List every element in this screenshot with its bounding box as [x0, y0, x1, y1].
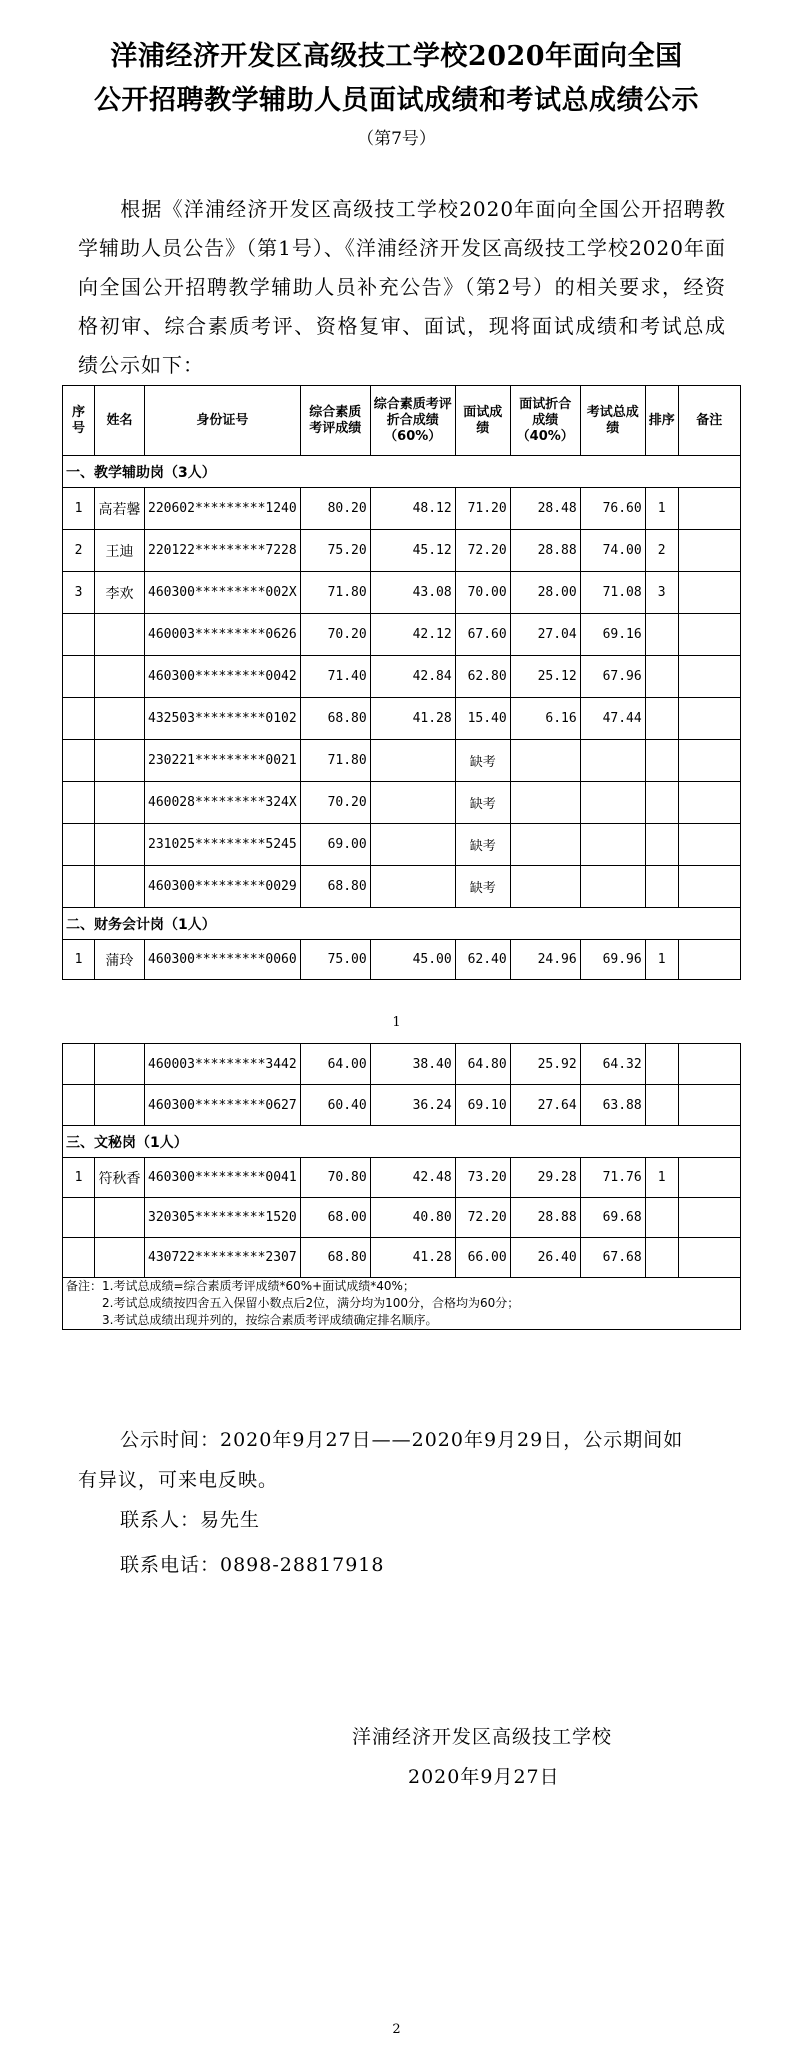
quality-weighted-cell: 45.00 — [370, 940, 455, 980]
seq-cell — [63, 614, 95, 656]
quality-weighted-cell: 48.12 — [370, 488, 455, 530]
seq-cell — [63, 698, 95, 740]
name-cell — [95, 782, 145, 824]
remark-cell — [678, 1044, 740, 1085]
quality-weighted-cell: 36.24 — [370, 1085, 455, 1126]
total-cell: 64.32 — [580, 1044, 645, 1085]
seq-cell — [63, 824, 95, 866]
quality-weighted-cell — [370, 824, 455, 866]
remark-cell — [678, 940, 740, 980]
rank-cell: 1 — [645, 940, 678, 980]
total-cell: 69.16 — [580, 614, 645, 656]
name-cell: 符秋香 — [95, 1158, 145, 1198]
title-line-2: 公开招聘教学辅助人员面试成绩和考试总成绩公示 — [94, 85, 699, 116]
rank-cell: 3 — [645, 572, 678, 614]
table-row — [63, 740, 741, 782]
quality-score-cell: 71.40 — [300, 656, 370, 698]
seq-cell — [63, 782, 95, 824]
interview-weighted-cell — [510, 782, 580, 824]
id-cell: 460300*********0060 — [145, 940, 301, 980]
interview-score-cell: 71.20 — [455, 488, 510, 530]
table-row — [63, 1198, 741, 1238]
total-cell — [580, 740, 645, 782]
interview-score-cell: 缺考 — [455, 782, 510, 824]
total-cell — [580, 824, 645, 866]
id-cell: 432503*********0102 — [145, 698, 301, 740]
interview-weighted-cell — [510, 824, 580, 866]
page-number: 2 — [392, 2022, 401, 2037]
name-cell — [95, 824, 145, 866]
id-cell: 320305*********1520 — [145, 1198, 301, 1238]
col-header-name: 姓名 — [95, 386, 145, 456]
quality-score-cell: 70.20 — [300, 614, 370, 656]
quality-weighted-cell: 43.08 — [370, 572, 455, 614]
name-cell — [95, 866, 145, 908]
name-cell — [95, 1085, 145, 1126]
id-cell: 460003*********0626 — [145, 614, 301, 656]
seq-cell — [63, 1238, 95, 1278]
table-row — [63, 940, 741, 980]
rank-cell: 2 — [645, 530, 678, 572]
remark-cell — [678, 530, 740, 572]
table-row — [63, 1238, 741, 1278]
col-header-rank: 排序 — [645, 386, 678, 456]
col-header-quality-weighted: 综合素质考评折合成绩（60%） — [370, 386, 455, 456]
quality-weighted-cell: 38.40 — [370, 1044, 455, 1085]
quality-weighted-cell: 41.28 — [370, 698, 455, 740]
seq-cell: 3 — [63, 572, 95, 614]
remark-cell — [678, 782, 740, 824]
table-row — [63, 866, 741, 908]
section-row — [63, 456, 741, 488]
notes-cell — [63, 1278, 741, 1330]
quality-score-cell: 80.20 — [300, 488, 370, 530]
section-title-finance: 二、财务会计岗（1人） — [63, 908, 741, 940]
name-cell — [95, 1238, 145, 1278]
interview-weighted-cell — [510, 740, 580, 782]
id-cell: 460300*********0042 — [145, 656, 301, 698]
rank-cell — [645, 1238, 678, 1278]
interview-score-cell: 15.40 — [455, 698, 510, 740]
interview-score-cell: 66.00 — [455, 1238, 510, 1278]
section-title-secretary: 三、文秘岗（1人） — [63, 1126, 741, 1158]
table-row — [63, 1044, 741, 1085]
interview-weighted-cell — [510, 866, 580, 908]
seq-cell: 1 — [63, 1158, 95, 1198]
rank-cell — [645, 1198, 678, 1238]
seq-cell: 1 — [63, 488, 95, 530]
quality-score-cell: 71.80 — [300, 740, 370, 782]
remark-cell — [678, 656, 740, 698]
rank-cell — [645, 1085, 678, 1126]
interview-weighted-cell: 25.12 — [510, 656, 580, 698]
rank-cell — [645, 824, 678, 866]
quality-weighted-cell: 40.80 — [370, 1198, 455, 1238]
id-cell: 460300*********0627 — [145, 1085, 301, 1126]
total-cell: 71.08 — [580, 572, 645, 614]
page-number: 1 — [392, 1015, 401, 1030]
notice-line-1: 公示时间：2020年9月27日——2020年9月29日，公示期间如 — [120, 1429, 684, 1451]
id-cell: 430722*********2307 — [145, 1238, 301, 1278]
rank-cell — [645, 866, 678, 908]
subtitle: （第7号） — [357, 129, 436, 149]
seq-cell — [63, 740, 95, 782]
remark-cell — [678, 1238, 740, 1278]
id-cell: 460003*********3442 — [145, 1044, 301, 1085]
contact-person: 联系人：易先生 — [120, 1509, 261, 1531]
quality-score-cell: 70.20 — [300, 782, 370, 824]
total-cell: 67.68 — [580, 1238, 645, 1278]
total-cell: 71.76 — [580, 1158, 645, 1198]
quality-score-cell: 68.80 — [300, 866, 370, 908]
total-cell: 76.60 — [580, 488, 645, 530]
rank-cell: 1 — [645, 488, 678, 530]
name-cell — [95, 656, 145, 698]
interview-weighted-cell: 29.28 — [510, 1158, 580, 1198]
section-title-teaching-assistant: 一、教学辅助岗（3人） — [63, 456, 741, 488]
remark-cell — [678, 866, 740, 908]
name-cell — [95, 1044, 145, 1085]
issue-date: 2020年9月27日 — [408, 1766, 560, 1788]
remark-cell — [678, 740, 740, 782]
name-cell — [95, 698, 145, 740]
quality-weighted-cell: 45.12 — [370, 530, 455, 572]
interview-weighted-cell: 28.88 — [510, 1198, 580, 1238]
interview-weighted-cell: 24.96 — [510, 940, 580, 980]
name-cell: 王迪 — [95, 530, 145, 572]
remark-cell — [678, 698, 740, 740]
quality-weighted-cell: 42.84 — [370, 656, 455, 698]
name-cell: 高若馨 — [95, 488, 145, 530]
interview-score-cell: 73.20 — [455, 1158, 510, 1198]
interview-score-cell: 70.00 — [455, 572, 510, 614]
seq-cell — [63, 656, 95, 698]
remark-cell — [678, 1198, 740, 1238]
note-line: 2.考试总成绩按四舍五入保留小数点后2位，满分均为100分，合格均为60分； — [102, 1296, 520, 1310]
interview-score-cell: 72.20 — [455, 530, 510, 572]
total-cell: 63.88 — [580, 1085, 645, 1126]
interview-score-cell: 缺考 — [455, 866, 510, 908]
intro-text: 根据《洋浦经济开发区高级技工学校2020年面向全国公开招聘教学辅助人员公告》（第1号）、《洋浦经济开发区高级技工学校2020年面向全国公开招聘教学辅助人员补充公告》（第2号）的相关要求，经资格初审、综合素质考评、资格复审、面试，现将面试成绩和考试总成绩公示如下： — [78, 197, 726, 377]
interview-weighted-cell: 28.48 — [510, 488, 580, 530]
total-cell: 47.44 — [580, 698, 645, 740]
table-row — [63, 614, 741, 656]
table-row — [63, 1158, 741, 1198]
notice-line-2: 有异议，可来电反映。 — [78, 1469, 279, 1491]
quality-weighted-cell: 41.28 — [370, 1238, 455, 1278]
col-header-total: 考试总成绩 — [580, 386, 645, 456]
table-row — [63, 656, 741, 698]
contact-phone: 联系电话：0898-28817918 — [120, 1554, 385, 1576]
remark-cell — [678, 488, 740, 530]
col-header-seq: 序号 — [63, 386, 95, 456]
quality-weighted-cell: 42.12 — [370, 614, 455, 656]
total-cell — [580, 866, 645, 908]
remark-cell — [678, 1085, 740, 1126]
quality-score-cell: 68.00 — [300, 1198, 370, 1238]
col-header-quality-score: 综合素质考评成绩 — [300, 386, 370, 456]
name-cell — [95, 1198, 145, 1238]
remark-cell — [678, 824, 740, 866]
section-row — [63, 908, 741, 940]
interview-weighted-cell: 28.88 — [510, 530, 580, 572]
col-header-id: 身份证号 — [145, 386, 301, 456]
quality-score-cell: 64.00 — [300, 1044, 370, 1085]
quality-weighted-cell: 42.48 — [370, 1158, 455, 1198]
interview-score-cell: 69.10 — [455, 1085, 510, 1126]
title-line-1: 洋浦经济开发区高级技工学校2020年面向全国 — [110, 41, 683, 72]
quality-score-cell: 70.80 — [300, 1158, 370, 1198]
name-cell — [95, 614, 145, 656]
issuing-organization: 洋浦经济开发区高级技工学校 — [352, 1726, 613, 1748]
rank-cell — [645, 698, 678, 740]
total-cell: 69.68 — [580, 1198, 645, 1238]
intro-paragraph — [78, 190, 726, 385]
interview-weighted-cell: 27.04 — [510, 614, 580, 656]
total-cell: 69.96 — [580, 940, 645, 980]
id-cell: 460300*********0041 — [145, 1158, 301, 1198]
id-cell: 220602*********1240 — [145, 488, 301, 530]
rank-cell — [645, 614, 678, 656]
quality-score-cell: 69.00 — [300, 824, 370, 866]
table-row — [63, 698, 741, 740]
quality-score-cell: 71.80 — [300, 572, 370, 614]
seq-cell — [63, 1198, 95, 1238]
quality-score-cell: 75.00 — [300, 940, 370, 980]
rank-cell — [645, 740, 678, 782]
rank-cell — [645, 1044, 678, 1085]
interview-weighted-cell: 25.92 — [510, 1044, 580, 1085]
interview-score-cell: 62.80 — [455, 656, 510, 698]
remark-cell — [678, 614, 740, 656]
remark-cell — [678, 1158, 740, 1198]
interview-weighted-cell: 27.64 — [510, 1085, 580, 1126]
rank-cell — [645, 782, 678, 824]
quality-weighted-cell — [370, 866, 455, 908]
rank-cell: 1 — [645, 1158, 678, 1198]
note-line: 3.考试总成绩出现并列的，按综合素质考评成绩确定排名顺序。 — [102, 1313, 438, 1327]
quality-score-cell: 75.20 — [300, 530, 370, 572]
table-row — [63, 572, 741, 614]
id-cell: 230221*********0021 — [145, 740, 301, 782]
interview-score-cell: 72.20 — [455, 1198, 510, 1238]
quality-weighted-cell — [370, 782, 455, 824]
quality-score-cell: 60.40 — [300, 1085, 370, 1126]
total-cell: 67.96 — [580, 656, 645, 698]
interview-score-cell: 67.60 — [455, 614, 510, 656]
note-line: 备注：1.考试总成绩=综合素质考评成绩*60%+面试成绩*40%； — [66, 1279, 415, 1293]
name-cell: 李欢 — [95, 572, 145, 614]
seq-cell — [63, 1085, 95, 1126]
seq-cell — [63, 1044, 95, 1085]
id-cell: 220122*********7228 — [145, 530, 301, 572]
id-cell: 460028*********324X — [145, 782, 301, 824]
name-cell: 蒲玲 — [95, 940, 145, 980]
id-cell: 231025*********5245 — [145, 824, 301, 866]
seq-cell — [63, 866, 95, 908]
remark-cell — [678, 572, 740, 614]
quality-score-cell: 68.80 — [300, 1238, 370, 1278]
table-row — [63, 530, 741, 572]
table-row — [63, 782, 741, 824]
table-header-row — [63, 386, 741, 456]
interview-weighted-cell: 26.40 — [510, 1238, 580, 1278]
score-table-page-1 — [62, 385, 741, 980]
total-cell: 74.00 — [580, 530, 645, 572]
total-cell — [580, 782, 645, 824]
table-row — [63, 1085, 741, 1126]
interview-weighted-cell: 28.00 — [510, 572, 580, 614]
interview-weighted-cell: 6.16 — [510, 698, 580, 740]
col-header-remark: 备注 — [678, 386, 740, 456]
quality-weighted-cell — [370, 740, 455, 782]
interview-score-cell: 缺考 — [455, 740, 510, 782]
col-header-interview-score: 面试成绩 — [455, 386, 510, 456]
col-header-interview-weighted: 面试折合成绩（40%） — [510, 386, 580, 456]
notes-row — [63, 1278, 741, 1330]
quality-score-cell: 68.80 — [300, 698, 370, 740]
section-row — [63, 1126, 741, 1158]
seq-cell: 2 — [63, 530, 95, 572]
score-table-page-2 — [62, 1043, 741, 1330]
interview-score-cell: 64.80 — [455, 1044, 510, 1085]
interview-score-cell: 62.40 — [455, 940, 510, 980]
id-cell: 460300*********0029 — [145, 866, 301, 908]
rank-cell — [645, 656, 678, 698]
seq-cell: 1 — [63, 940, 95, 980]
table-row — [63, 824, 741, 866]
table-row — [63, 488, 741, 530]
name-cell — [95, 740, 145, 782]
interview-score-cell: 缺考 — [455, 824, 510, 866]
id-cell: 460300*********002X — [145, 572, 301, 614]
